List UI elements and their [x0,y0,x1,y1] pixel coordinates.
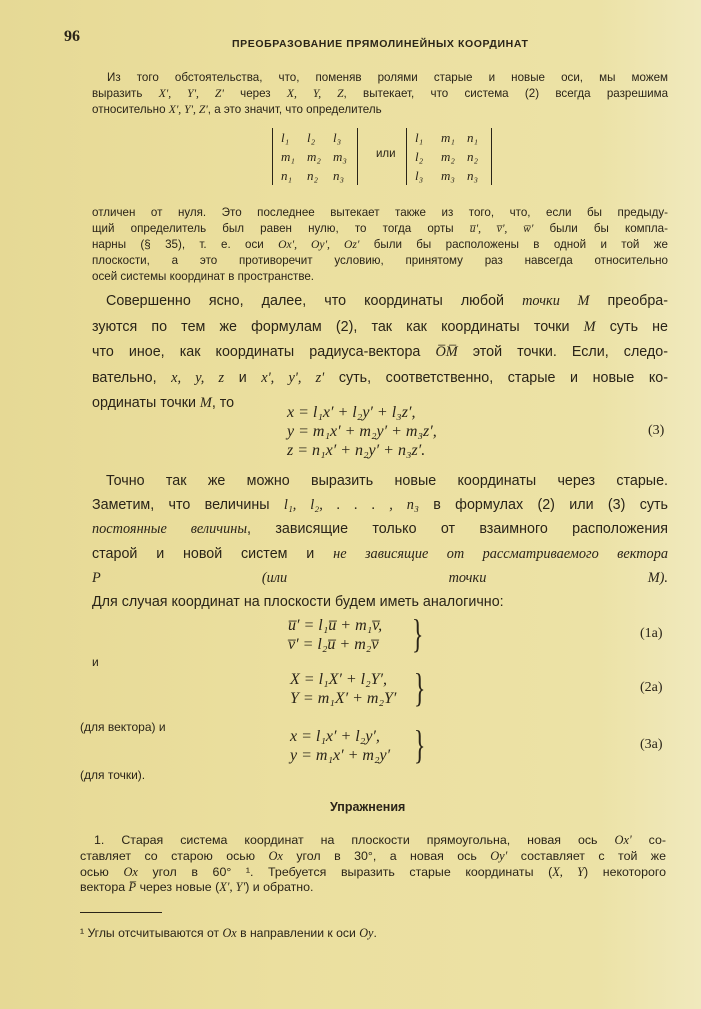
text-run: были бы компла- [533,222,668,235]
text-run: , то [211,395,235,411]
determinant-entry: n₂ [307,168,319,183]
text-line [80,848,666,864]
text-run: осью [80,864,124,879]
math-run: Ox [268,848,283,863]
text-run: Точно так же можно выразить новые координаты через старые. [106,473,668,489]
equation-number: (3) [648,422,665,438]
math-run: l₁, l₂, . . . , n₃ [283,497,419,514]
math-run: P (или точки M). [92,569,668,586]
text-run: зуются по тем же формулам (2), так как координаты точки [92,318,584,335]
determinant-entry: n₂ [467,149,479,164]
text-run: через [223,87,287,100]
text-line [92,369,668,387]
text-run: и [224,369,262,386]
text-line [92,86,668,102]
math-run: постоянные величины [92,521,248,538]
text-line [106,292,668,310]
determinant-row [415,128,483,147]
determinant-entry: n₃ [333,168,345,183]
footnote [80,926,377,941]
text-run: Совершенно ясно, далее, что координаты любой [106,293,523,309]
text-run: Для случая координат на плоскости будем иметь аналогично: [92,594,504,610]
text-run: со- [631,833,666,847]
text-line [94,832,666,848]
text-run: ¹ Углы отсчитываются от [80,926,223,940]
equation-number: (2a) [640,680,663,695]
formula-line: X = l₁X′ + l₂Y′, [290,671,388,688]
math-run: X', Y', Z' [158,87,224,100]
page-number: 96 [64,28,80,45]
text-run: старой и новой систем и [92,545,334,562]
text-run: суть не [595,318,668,335]
determinant-row [415,166,483,185]
text-run: ставляет со старою осью [80,848,269,863]
formula-line: u̅′ = l₁u̅ + m₁v̅, [288,617,383,634]
text-run: осей системы координат в пространстве. [92,270,315,283]
equation-number: (1a) [640,626,663,641]
text-run: , вытекает, что система (2) всегда разрешима [343,87,669,100]
determinant-row [281,147,349,166]
math-run: M [583,318,596,335]
right-brace-icon: } [413,665,426,710]
determinant-left [272,128,358,185]
text-line [92,394,234,412]
determinant-entry: m₂ [307,149,321,164]
determinant-entry: l₂ [307,130,316,145]
math-run: X, Y [552,864,585,879]
formula-line: Y = m₁X′ + m₂Y′ [290,690,397,707]
determinant-right [406,128,492,185]
text-run: суть, соответственно, старые и новые ко- [324,369,668,386]
text-run: что иное, как координаты радиуса-вектора [92,344,436,360]
determinant-entry: l₂ [415,149,424,164]
formula-line: v̅′ = l₂u̅ + m₂v̅ [288,636,379,653]
formula-line: y = m₁x′ + m₂y′ + m₃z′, [287,423,437,440]
text-run: щий определитель был равен нулю, то тогда орты [92,222,470,235]
text-run: плоскости, а это противоречит условию, принятому раз навсегда относительно [92,254,668,267]
determinant-entry: l₃ [333,130,342,145]
math-run: P̅ [128,880,137,895]
math-run: x, y, z [171,369,225,386]
text-line [92,496,668,514]
text-run: преобра- [589,293,668,309]
text-line [92,102,382,118]
text-run: через новые ( [136,880,220,895]
text-line [92,343,668,361]
text-run: ординаты точки [92,395,200,411]
text-run: выразить [92,87,159,100]
formula-line: y = m₁x′ + m₂y′ [290,747,391,764]
text-run: вектора [80,880,129,895]
text-line [80,879,314,895]
math-run: X', Y' [219,880,246,895]
determinant-row [415,147,483,166]
determinant-entry: m₁ [281,149,295,164]
text-line [92,318,668,336]
text-run: , а это значит, что определитель [207,103,382,116]
text-line [92,520,668,538]
text-run: . [373,926,377,940]
text-run: в формулах (2) или (3) суть [418,497,668,514]
determinant-row [281,128,349,147]
text-run: составляет с той же [507,848,666,863]
text-run: ) и обратно. [245,880,314,895]
text-run: относительно [92,103,169,116]
right-brace-icon: } [413,722,426,767]
text-line [92,205,668,221]
text-line [80,864,666,880]
text-run: в направлении к оси [236,926,360,940]
text-run: 1. Старая система координат на плоскости прямоугольна, новая ось [94,833,615,847]
determinant-entry: n₁ [467,130,479,145]
determinant-entry: m₃ [333,149,347,164]
math-run: Ox [123,864,138,879]
math-run: Ox [222,926,237,940]
text-line [92,593,504,611]
determinant-entry: l₁ [281,130,290,145]
text-run: угол в 60° ¹. Требуется выразить старые координаты ( [137,864,553,879]
math-run: не зависящие от рассматриваемого вектора [333,545,668,562]
for-vector-label: (для вектора) и [80,720,166,734]
determinant-entry: l₁ [415,130,424,145]
exercises-heading: Упражнения [330,800,406,814]
text-run: ) некоторого [584,864,666,879]
math-run: M [199,395,212,411]
right-brace-icon: } [411,611,424,656]
text-run: нарны (§ 35), т. е. оси [92,238,279,251]
text-line [92,269,314,285]
text-line [107,70,668,86]
math-run: x', y', z' [261,369,325,386]
determinant-entry: n₃ [467,168,479,183]
text-run: были бы расположены в одной и той же [359,238,668,251]
math-run: точки M [522,293,590,309]
math-run: Ox' [614,833,632,847]
text-line [92,253,668,269]
text-run: Из того обстоятельства, что, поменяв ролями старые и новые оси, мы можем [107,71,668,84]
text-line [92,569,668,587]
determinant-connector: или [376,148,396,160]
text-run: отличен от нуля. Это последнее вытекает также из того, что, если бы предыду- [92,206,668,219]
determinant-entry: m₂ [441,149,455,164]
text-run: вательно, [92,369,172,386]
math-run: Ox', Oy', Oz' [278,238,360,251]
determinant-entry: m₃ [441,168,455,183]
formula-line: x = l₁x′ + l₂y′, [290,728,380,745]
math-run: Oy [359,926,374,940]
equation-number: (3a) [640,737,663,752]
formula-line: x = l₁x′ + l₂y′ + l₃z′, [287,404,416,421]
text-line [92,237,668,253]
running-title: ПРЕОБРАЗОВАНИЕ ПРЯМОЛИНЕЙНЫХ КООРДИНАТ [232,38,529,50]
text-run: Заметим, что величины [92,497,284,514]
math-run: Oy' [490,848,508,863]
for-point-label: (для точки). [80,768,146,782]
determinant-entry: l₃ [415,168,424,183]
math-run: O̅M̅ [435,344,458,360]
text-line [106,472,668,490]
math-run: u̅', v̅', w̅' [469,222,534,235]
text-run: , зависящие только от взаимного расположения [247,521,668,538]
math-run: X', Y', Z' [168,103,208,116]
determinant-row [281,166,349,185]
determinant-entry: m₁ [441,130,455,145]
text-run: этой точки. Если, следо- [457,344,668,360]
text-line [92,221,668,237]
determinant-entry: n₁ [281,168,293,183]
formula-line: z = n₁x′ + n₂y′ + n₃z′. [287,442,426,459]
and-word: и [92,655,99,669]
footnote-rule [80,912,162,913]
text-line [92,545,668,563]
text-run: угол в 30°, а новая ось [282,848,491,863]
math-run: X, Y, Z [286,87,344,100]
